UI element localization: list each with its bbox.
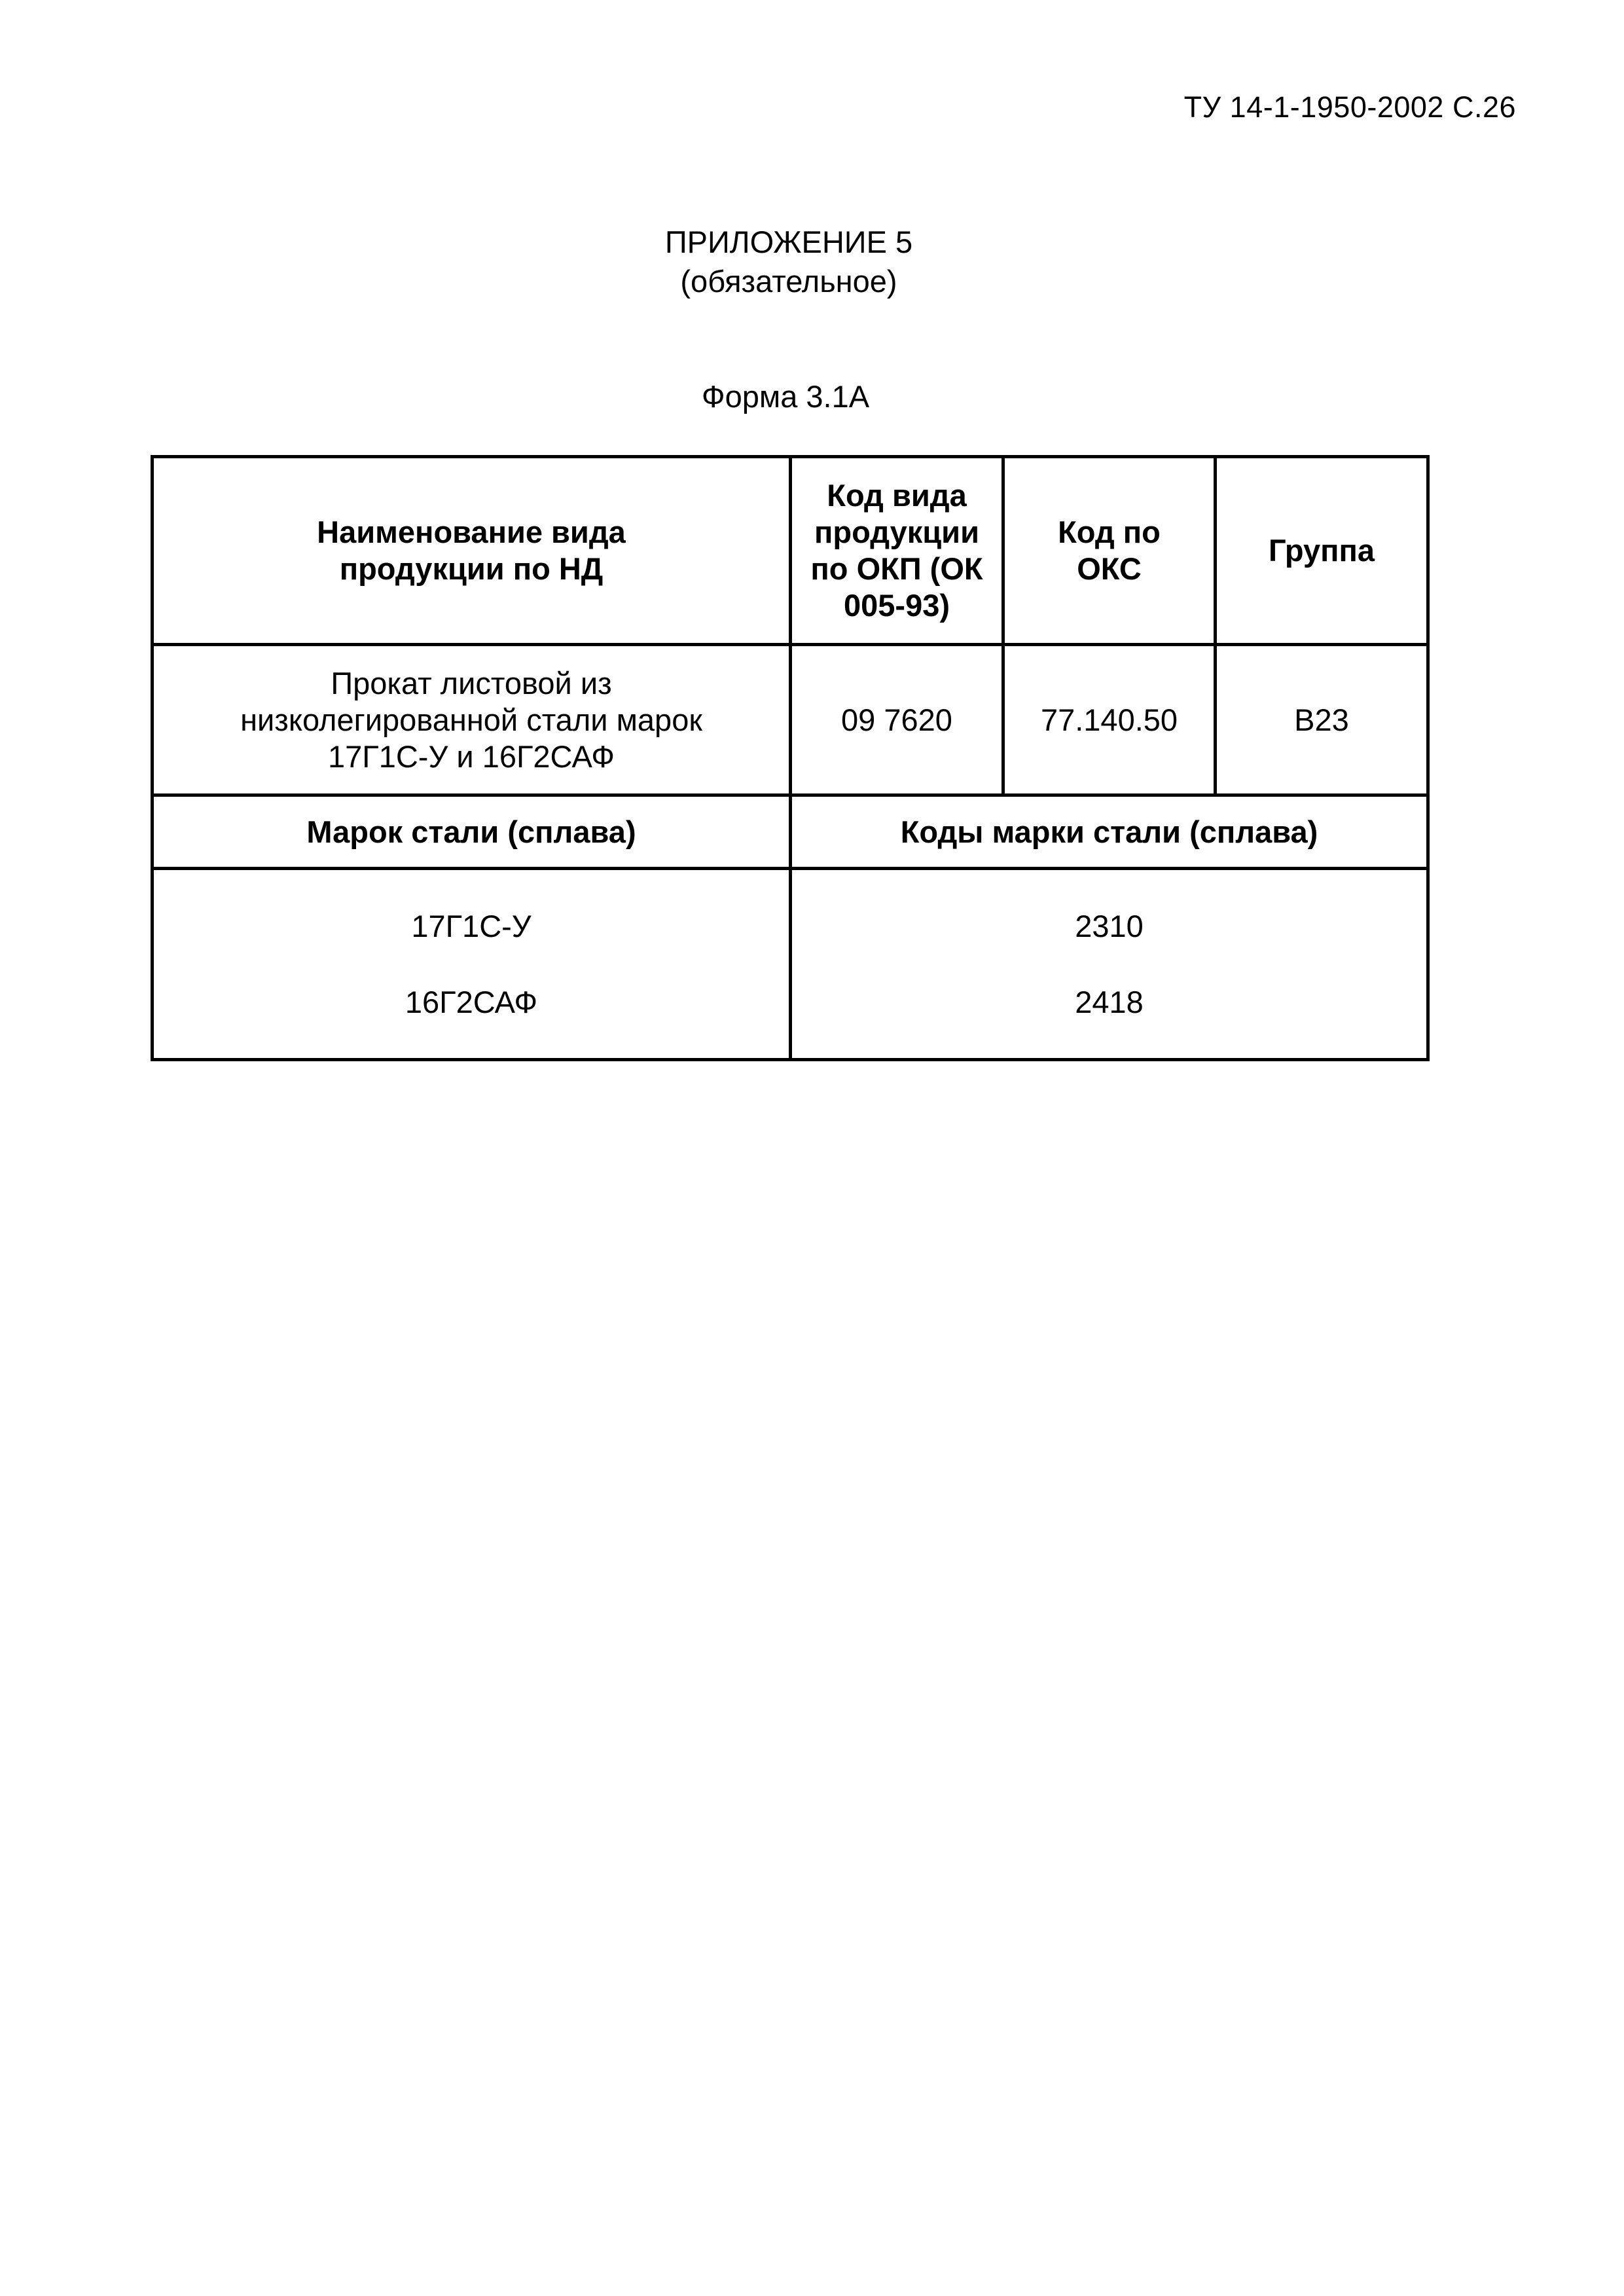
appendix-title: ПРИЛОЖЕНИЕ 5 — [664, 225, 913, 259]
header-oks-code: Код по ОКС — [1003, 457, 1216, 645]
group-cell: В23 — [1216, 645, 1428, 795]
product-code-table — [151, 455, 1430, 1061]
appendix-subtitle: (обязательное) — [680, 264, 897, 299]
table-row — [153, 645, 1428, 795]
grade-data-row — [153, 869, 1428, 1060]
appendix-heading — [0, 223, 1578, 301]
document-code: ТУ 14-1-1950-2002 С.26 — [1183, 90, 1516, 124]
product-name-cell: Прокат листовой из низколегированной стали марок 17Г1С-У и 16Г2САФ — [153, 645, 791, 795]
header-group: Группа — [1216, 457, 1428, 645]
grade-name: 16Г2САФ — [405, 984, 538, 1019]
header-grade-code: Коды марки стали (сплава) — [791, 795, 1428, 869]
oks-code-cell: 77.140.50 — [1003, 645, 1216, 795]
header-okp-code: Код вида продукции по ОКП (ОК 005-93) — [791, 457, 1003, 645]
grade-names-cell — [153, 869, 791, 1060]
header-product-name: Наименование вида продукции по НД — [153, 457, 791, 645]
grade-name: 17Г1С-У — [411, 908, 532, 943]
grade-codes-cell — [791, 869, 1428, 1060]
form-title: Форма 3.1А — [701, 379, 870, 414]
grade-code: 2418 — [1075, 984, 1144, 1019]
grade-header-row — [153, 795, 1428, 869]
okp-code-cell: 09 7620 — [791, 645, 1003, 795]
grade-code: 2310 — [1075, 908, 1144, 943]
table-header-row — [153, 457, 1428, 645]
header-grade: Марок стали (сплава) — [153, 795, 791, 869]
